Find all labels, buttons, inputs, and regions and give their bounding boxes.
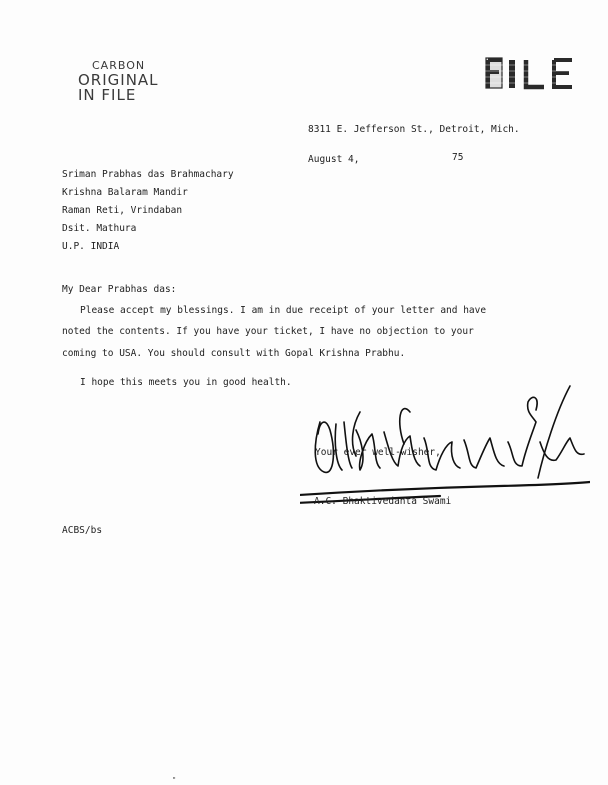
body-line-4: I hope this meets you in good health. xyxy=(80,377,292,388)
reference-initials: ACBS/bs xyxy=(62,525,103,536)
recipient-line-5: U.P. INDIA xyxy=(62,241,120,252)
recipient-line-1: Sriman Prabhas das Brahmachary xyxy=(62,169,234,180)
date-month-day: August 4, xyxy=(308,154,360,165)
carbon-original-stamp xyxy=(78,58,168,103)
signer-name: A.C. Bhaktivedanta Swami xyxy=(314,496,452,507)
body-line-2: noted the contents. If you have your ticket, I have no objection to your xyxy=(62,326,474,337)
recipient-line-3: Raman Reti, Vrindaban xyxy=(62,205,183,216)
corner-mark: " xyxy=(172,776,177,784)
closing: Your ever well-wisher, xyxy=(315,447,441,458)
handwritten-signature xyxy=(300,382,590,512)
carbon-stamp-line-2: ORIGINAL xyxy=(78,71,159,89)
body-line-3: coming to USA. You should consult with Gopal Krishna Prabhu. xyxy=(62,348,406,359)
carbon-stamp-line-3: IN FILE xyxy=(78,86,137,104)
carbon-stamp-line-1: CARBON xyxy=(92,59,146,72)
salutation: My Dear Prabhas das: xyxy=(62,284,177,295)
date-year: 75 xyxy=(452,152,464,163)
sender-address: 8311 E. Jefferson St., Detroit, Mich. xyxy=(308,124,520,135)
recipient-line-2: Krishna Balaram Mandir xyxy=(62,187,188,198)
body-line-1: Please accept my blessings. I am in due receipt of your letter and have xyxy=(80,305,487,316)
recipient-line-4: Dsit. Mathura xyxy=(62,223,137,234)
file-stamp xyxy=(484,56,576,90)
